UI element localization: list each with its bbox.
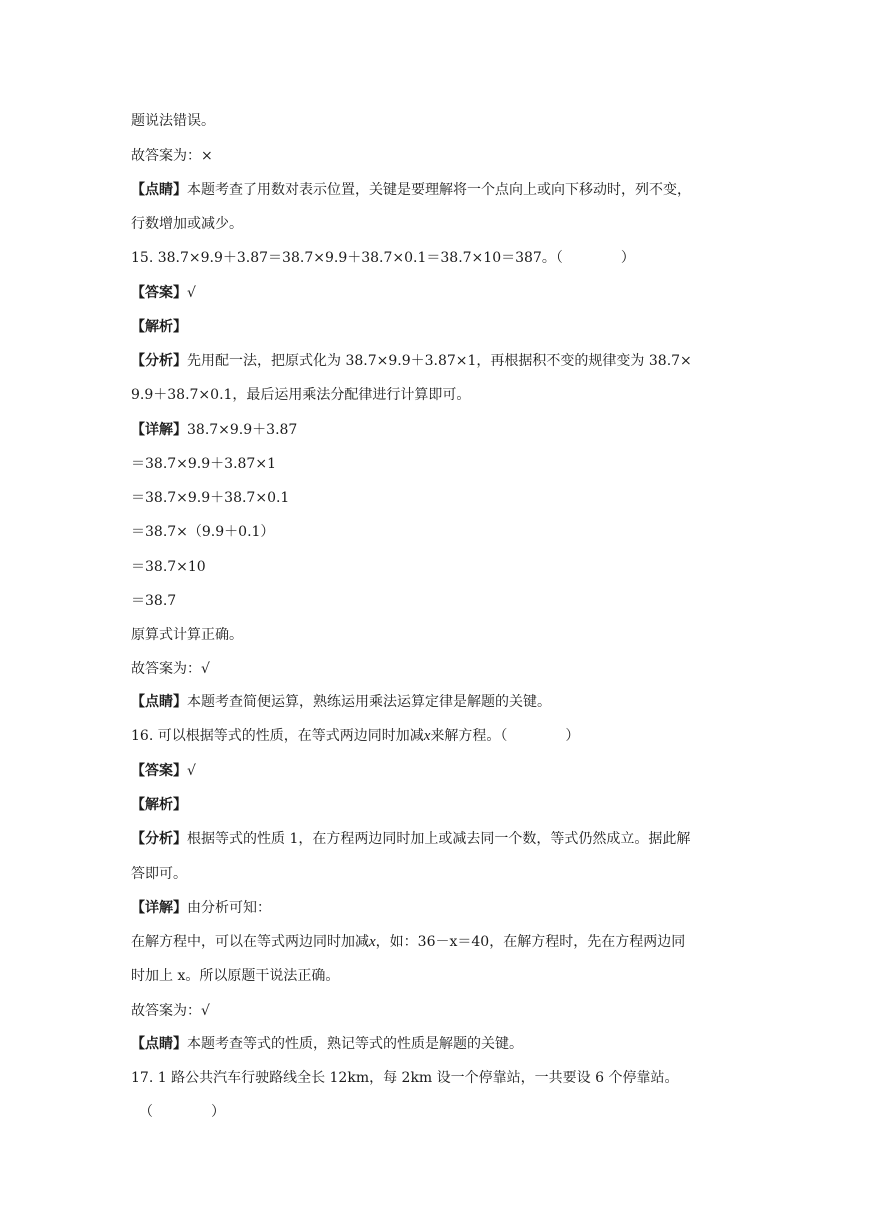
text-line [131,111,215,131]
bracket-close: ） [211,1104,225,1120]
text: 答即可。 [131,866,187,882]
text: √ [187,763,196,779]
question-text: 15. 38.7×9.9＋3.87＝38.7×9.9＋38.7×0.1＝38.7×10＝387。（ [131,250,563,266]
question-17 [131,1068,678,1088]
text: 本题考查了用数对表示位置，关键是要理解将一个点向上或向下移动时，列不变， [187,182,691,198]
detail-line [131,898,271,918]
text: ，如：36－x＝40，在解方程时，先在方程两边同 [375,934,686,950]
section-tag: 【点睛】 [131,694,187,710]
section-tag: 【点睛】 [131,1036,187,1052]
question-16 [131,726,579,746]
question-15 [131,248,635,268]
math-step [131,522,274,542]
analysis-line [131,829,690,849]
analysis-header [131,317,187,337]
math-step [131,454,276,474]
answer-line [131,1001,210,1021]
math-step [131,557,206,577]
comment-line [131,1034,523,1054]
answer-line [131,283,196,303]
section-tag: 【详解】 [131,900,187,916]
answer-line [131,659,210,679]
question-text: 来解方程。（ [430,728,508,744]
text: 故答案为：× [131,148,213,164]
comment-line [131,180,691,200]
text: 由分析可知： [187,900,271,916]
text-line [131,214,243,234]
answer-bracket [139,1102,225,1122]
section-tag: 【详解】 [131,422,187,438]
text: ＝38.7 [131,593,177,609]
text: 行数增加或减少。 [131,216,243,232]
text: ＝38.7×（9.9＋0.1） [131,524,275,540]
text: ＝38.7×9.9＋38.7×0.1 [131,490,290,506]
answer-line [131,146,213,166]
text-line [131,932,685,952]
math-step [131,591,176,611]
text-line [131,625,243,645]
section-tag: 【分析】 [131,353,187,369]
text: 故答案为：√ [131,1003,210,1019]
question-text: 16. 可以根据等式的性质，在等式两边同时加减 [131,728,424,744]
section-tag: 【解析】 [131,797,187,813]
text: 题说法错误。 [131,113,215,129]
text: 本题考查简便运算，熟练运用乘法运算定律是解题的关键。 [187,694,551,710]
text: ＝38.7×10 [131,559,206,575]
text: 时加上 x。所以原题干说法正确。 [131,968,340,984]
question-text: 17. 1 路公共汽车行驶路线全长 12km，每 2km 设一个停靠站，一共要设 6 个停靠站。 [131,1070,679,1086]
section-tag: 【分析】 [131,831,187,847]
math-step [131,488,289,508]
bracket-close: ） [565,728,580,744]
detail-line [131,420,297,440]
analysis-header [131,795,187,815]
section-tag: 【答案】 [131,285,187,301]
comment-line [131,692,551,712]
text: 在解方程中，可以在等式两边同时加减 [131,934,369,950]
variable-x: x [369,934,376,950]
text: 本题考查等式的性质，熟记等式的性质是解题的关键。 [187,1036,523,1052]
text: 38.7×9.9＋3.87 [187,422,298,438]
text: 9.9＋38.7×0.1，最后运用乘法分配律进行计算即可。 [131,387,471,403]
bracket-close: ） [620,250,635,266]
analysis-line [131,351,692,371]
text: √ [187,285,196,301]
section-tag: 【点睛】 [131,182,187,198]
answer-line [131,761,196,781]
section-tag: 【答案】 [131,763,187,779]
text: ＝38.7×9.9＋3.87×1 [131,456,276,472]
text: 原算式计算正确。 [131,627,243,643]
text-line [131,864,187,884]
text-line [131,966,339,986]
text: 故答案为：√ [131,661,210,677]
bracket-open: （ [139,1104,153,1120]
variable-x: x [423,728,431,744]
text-line [131,385,470,405]
text: 根据等式的性质 1，在方程两边同时加上或减去同一个数，等式仍然成立。据此解 [187,831,691,847]
section-tag: 【解析】 [131,319,187,335]
text: 先用配一法，把原式化为 38.7×9.9＋3.87×1，再根据积不变的规律变为 38.7× [187,353,692,369]
